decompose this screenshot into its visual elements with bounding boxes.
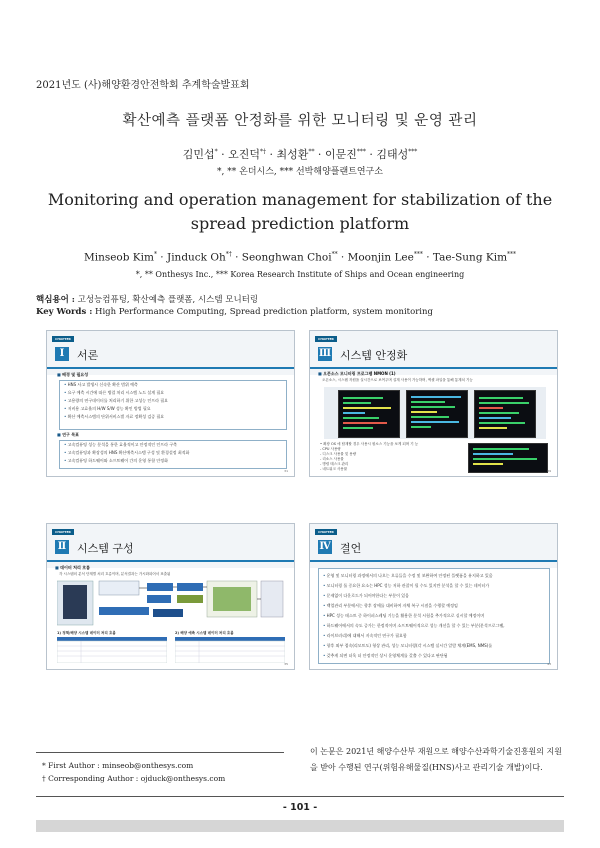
first-author-note xyxy=(42,759,225,772)
section-description: 오픈소스, 시스템 자원을 실시간으로 보여주며 설계 사용이 가능하며, 엑셀 파일을 통해 통계치 기능 xyxy=(322,378,473,382)
data-flow-diagram xyxy=(57,579,285,629)
terminal-bars xyxy=(469,444,547,472)
author-name: Seonghwan Choi xyxy=(241,251,332,264)
terminal-bars xyxy=(407,391,467,437)
slide-system-stabilization xyxy=(309,330,558,477)
feature-item: - 디스크 사용률 및 용량 xyxy=(320,452,357,456)
keywords-value: High Performance Computing, Spread prediction platform, system monitoring xyxy=(95,307,433,317)
authors-korean: 김민섭* · 오진덕*† · 최성환** · 이문진*** · 김태성*** xyxy=(182,148,418,161)
affiliation-english: *, ** Onthesys Inc., *** Korea Research Institute of Ships and Ocean engineering xyxy=(135,270,465,279)
terminal-screenshot xyxy=(468,443,548,473)
author-mark: *† xyxy=(260,148,267,156)
author-mark: *** xyxy=(408,148,418,156)
author-name: Jinduck Oh xyxy=(166,251,226,264)
slide-introduction xyxy=(46,330,295,477)
page-divider xyxy=(36,796,564,797)
chapter-tag: CHAPTER xyxy=(315,336,337,342)
slide-number: 43 xyxy=(547,662,551,666)
section-heading: ■ 데이터 처리 흐름 xyxy=(55,565,90,571)
bullet-item: • 저비용 고효율의 H/W S/W 성능 확인 방법 필요 xyxy=(60,405,286,413)
slide-system-configuration xyxy=(46,523,295,670)
author-name: 이문진 xyxy=(324,148,357,161)
author-name: 최성환 xyxy=(276,148,309,161)
feature-list xyxy=(320,442,470,472)
feature-item: - CPU 사용량 xyxy=(320,447,341,451)
flow-table-2 xyxy=(175,637,285,663)
bullet-item: • 확산 예측시스템의 단위서비스별 자료 정확성 검증 필요 xyxy=(60,413,286,421)
bullet-item: • 고용량의 연구데이터를 처리하기 위한 고성능 인프라 필요 xyxy=(60,397,286,405)
terminal-bars xyxy=(339,391,399,437)
section-heading: ■ 오픈소스 모니터링 프로그램 NMON (1) xyxy=(318,371,396,377)
authors-english: Minseob Kim* · Jinduck Oh*† · Seonghwan Choi** · Moonjin Lee*** · Tae-Sung Kim*** xyxy=(83,251,517,264)
corresponding-author-label: Corresponding Author : xyxy=(48,774,139,783)
bullet-item: • 요구 예측 시간에 따른 병렬 처리 시스템 노드 설계 필요 xyxy=(60,389,286,397)
flow-table-1 xyxy=(57,637,167,663)
chapter-number: Ⅱ xyxy=(55,540,69,554)
author-name: 김태성 xyxy=(376,148,409,161)
affiliation-korean: *, ** 온더시스, *** 선박해양플랜트연구소 xyxy=(217,167,383,177)
corresponding-author-email: ojduck@onthesys.com xyxy=(140,774,226,783)
paper-title-korean: 확산예측 플랫폼 안정화를 위한 모니터링 및 운영 관리 xyxy=(122,113,478,129)
chapter-number: Ⅰ xyxy=(55,347,69,361)
bullet-item: • HPC 성능 테스트 중 하이퍼스레딩 기능을 활용한 분석 시험을 추가적으로 실시할 예정이며 xyxy=(319,611,549,621)
terminal-screenshot xyxy=(474,390,536,438)
slide-number: 39 xyxy=(547,469,551,473)
slide-title: 시스템 구성 xyxy=(77,542,134,555)
author-mark: *** xyxy=(507,251,517,258)
feature-item: - 리소스 사용률 xyxy=(320,457,344,461)
terminal-screenshot xyxy=(338,390,400,438)
author-name: Minseob Kim xyxy=(83,251,154,264)
slide-title: 시스템 안정화 xyxy=(340,349,408,362)
bottom-bar xyxy=(36,820,564,832)
keywords-label: Key Words : xyxy=(36,307,93,317)
bullet-item: • 운영 및 모니터링 과정에서의 나오는 오류들을 수정 및 보완하여 안정된 플랫폼을 유지하고 있음 xyxy=(319,571,549,581)
feature-item: - 병렬 태스크 관리 xyxy=(320,462,349,466)
keywords-value: 고성능컴퓨팅, 확산예측 플랫폼, 시스템 모니터링 xyxy=(77,295,259,305)
author-mark: ** xyxy=(331,251,338,258)
footnote-mark: * xyxy=(42,761,46,770)
bullet-item: • HNS 사고 발생시 신속한 확산 범위 예측 xyxy=(60,381,286,389)
slide-divider xyxy=(47,367,294,369)
terminal-bars xyxy=(475,391,535,437)
feature-item: - 네트워크 사용률 xyxy=(320,467,348,471)
bullet-item: • 향후 외부 접속(리모트도) 형상 관리, 성능 모니터링(각 시스템 실시간 알람 체계(EMS, NMS)를 xyxy=(319,641,549,651)
keywords-label: 핵심용어 : xyxy=(36,295,75,305)
author-name: Tae-Sung Kim xyxy=(432,251,508,264)
author-mark: *† xyxy=(225,251,232,258)
corresponding-author-note xyxy=(42,772,225,785)
chapter-tag: CHAPTER xyxy=(52,529,74,535)
conference-header: 2021년도 (사)해양환경안전학회 추계학술발표회 xyxy=(36,80,250,91)
author-name: Moonjin Lee xyxy=(347,251,414,264)
table-caption: 2) 해양 예측 시스템 데이터 처리 흐름 xyxy=(175,631,234,635)
author-mark: * xyxy=(214,148,218,156)
slide-conclusion xyxy=(309,523,558,670)
slide-number: 31 xyxy=(284,469,288,473)
page-number: - 101 - xyxy=(282,802,318,813)
keywords-korean xyxy=(36,293,258,305)
bullet-item: • 모니터링 툴 중요한 요소는 HPC 성능 저하 관찰이 될 수도 있지만 분석을 할 수 있는 데이터가 xyxy=(319,581,549,591)
author-footnotes xyxy=(42,759,225,785)
author-mark: *** xyxy=(356,148,366,156)
author-mark: * xyxy=(153,251,157,258)
section-description: 각 시스템의 분석 단계별 처리 흐름이며, 분석결과는 가시화되어서 표출됨 xyxy=(59,572,171,576)
author-mark: ** xyxy=(308,148,315,156)
chapter-number: Ⅳ xyxy=(319,541,331,552)
footnote-mark: † xyxy=(42,774,46,783)
slide-title: 서론 xyxy=(77,349,99,362)
screenshot-panel xyxy=(324,387,546,439)
terminal-screenshot xyxy=(406,390,468,438)
first-author-email: minseob@onthesys.com xyxy=(102,761,194,770)
bullet-item: • 하드웨어에서의 속도 증가는 한정적이며 소프트웨어적으로 성능 개선을 할 수 있는 부분(분석프로그램, xyxy=(319,621,549,631)
paper-title-english: Monitoring and operation management for stabilization of the spread prediction platform xyxy=(47,190,553,233)
slide-divider xyxy=(47,560,294,562)
slide-divider xyxy=(310,367,557,369)
bullet-box xyxy=(59,380,287,430)
section-heading: ■ 연구 목표 xyxy=(57,432,79,438)
acknowledgement: 이 논문은 2021년 해양수산부 재원으로 해양수산과학기술진흥원의 지원을 받아 수행된 연구(위험유해물질(HNS)사고 관리기술 개발)이다. xyxy=(310,747,562,772)
keywords-english xyxy=(36,307,433,317)
chapter-tag: CHAPTER xyxy=(315,529,337,535)
conclusion-box xyxy=(318,568,550,664)
slide-number: 35 xyxy=(284,662,288,666)
slide-title: 결언 xyxy=(340,542,362,555)
footnote-divider xyxy=(36,752,284,753)
bullet-item: • 고속컴퓨팅과 확장성의 HNS 확산예측시스템 구성 및 환경설정 최적화 xyxy=(60,449,286,457)
author-name: 김민섭 xyxy=(182,148,215,161)
chapter-number: Ⅲ xyxy=(318,348,332,359)
bullet-item: • 백업관리 부분에서는 향후 장애를 대비하여 자체 복구 시점을 수행할 예정임 xyxy=(319,601,549,611)
author-mark: *** xyxy=(413,251,423,258)
bullet-item: • 고속컴퓨팅 하드웨어와 소프트웨어 간의 운영 통합 안정화 xyxy=(60,457,286,465)
author-name: 오진덕 xyxy=(228,148,261,161)
bullet-box xyxy=(59,440,287,469)
bullet-item: • 문제없이 다운로드가 되어야한다는 부분이 있음 xyxy=(319,591,549,601)
first-author-label: First Author : xyxy=(48,761,100,770)
section-heading: ■ 배경 및 필요성 xyxy=(57,372,88,378)
bullet-item: • 고속컴퓨팅 성능 분석을 통한 효율적이고 안정적인 인프라 구축 xyxy=(60,441,286,449)
chapter-tag: CHAPTER xyxy=(52,336,74,342)
bullet-item: • 라이브러리)에 대해서 지속적인 연구가 필요함 xyxy=(319,631,549,641)
slide-divider xyxy=(310,560,557,562)
table-caption: 1) 정책/해양 시스템 데이터 처리 흐름 xyxy=(57,631,116,635)
bullet-item: • 갖추게 되면 더욱 더 안정적인 상시 운영체계를 갖출 수 있다고 판단됨 xyxy=(319,651,549,661)
feature-item: • 확장 OS 에 탑재할 경우 사용시 원소스 기능을 보게 되며 기 능 xyxy=(320,442,419,446)
